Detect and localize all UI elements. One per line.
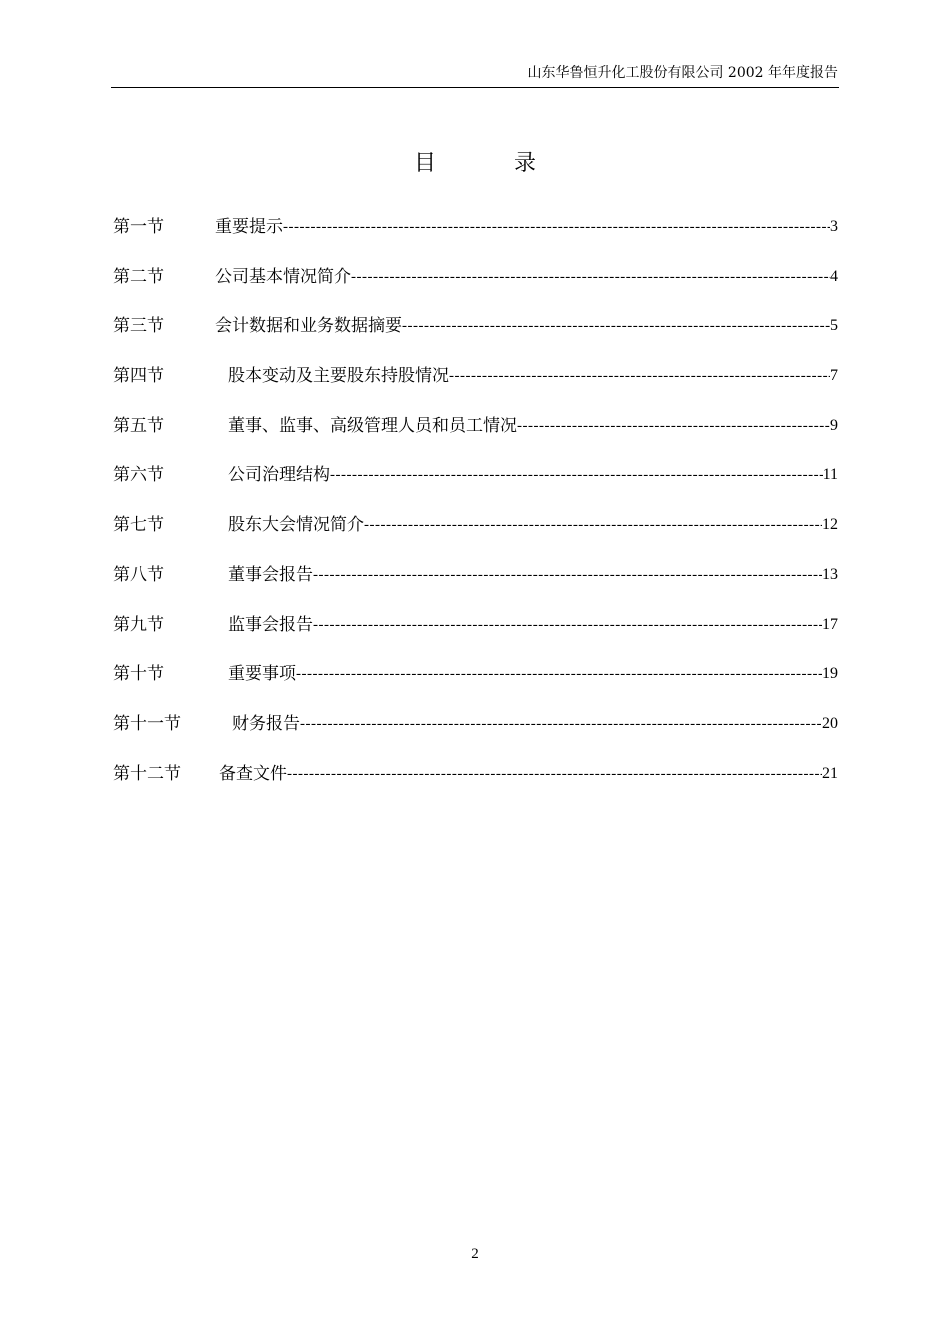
toc-entry-11[interactable] [113, 710, 838, 760]
toc-entry-6[interactable] [113, 461, 838, 511]
toc-entry-title: 股本变动及主要股东持股情况 [228, 366, 449, 387]
toc-dot-leader [296, 660, 822, 688]
toc-section-label: 第九节 [113, 614, 164, 635]
toc-entry-7[interactable] [113, 511, 838, 561]
toc-entry-1[interactable] [113, 213, 838, 263]
toc-page-number: 17 [822, 615, 838, 633]
toc-section-label: 第三节 [113, 316, 164, 337]
toc-entry-title: 股东大会情况简介 [228, 515, 364, 536]
toc-dot-leader [364, 511, 822, 539]
toc-section-label: 第一节 [113, 217, 164, 237]
toc-entry-title: 重要提示 [215, 217, 283, 237]
toc-entry-12[interactable] [113, 760, 838, 810]
toc-heading [0, 150, 950, 178]
toc-section-label: 第六节 [113, 465, 164, 486]
toc-entry-10[interactable] [113, 660, 838, 710]
toc-page-number: 13 [822, 565, 838, 583]
toc-heading-right-char: 录 [514, 151, 537, 176]
toc-entry-3[interactable] [113, 312, 838, 362]
toc-section-label: 第十节 [113, 664, 164, 685]
toc-section-label: 第二节 [113, 266, 164, 287]
toc-entry-title: 董事、监事、高级管理人员和员工情况 [228, 415, 517, 436]
toc-page-number: 9 [830, 416, 838, 434]
toc-page-number: 11 [822, 466, 838, 484]
toc-entry-9[interactable] [113, 611, 838, 661]
toc-dot-leader [351, 263, 830, 291]
toc-dot-leader [283, 213, 830, 241]
toc-entry-title: 重要事项 [228, 664, 296, 685]
toc-entry-4[interactable] [113, 362, 838, 412]
toc-dot-leader [313, 561, 822, 589]
toc-dot-leader [402, 312, 830, 340]
toc-page-number: 3 [830, 218, 838, 235]
toc-page-number: 20 [822, 714, 838, 732]
toc-dot-leader [313, 611, 822, 639]
toc-section-label: 第十二节 [113, 763, 181, 784]
toc-page-number: 7 [830, 367, 838, 385]
toc-page-number: 4 [830, 267, 838, 285]
toc-entry-title: 公司治理结构 [228, 465, 330, 486]
toc-dot-leader [517, 412, 830, 440]
toc-page-number: 21 [822, 764, 838, 782]
table-of-contents [113, 213, 838, 809]
toc-entry-title: 公司基本情况简介 [215, 266, 351, 287]
toc-page-number: 12 [822, 516, 838, 534]
toc-entry-5[interactable] [113, 412, 838, 462]
toc-dot-leader [287, 760, 822, 788]
toc-entry-title: 监事会报告 [228, 614, 313, 635]
toc-section-label: 第十一节 [113, 713, 181, 734]
toc-dot-leader [300, 710, 822, 738]
report-header-title: 山东华鲁恒升化工股份有限公司 2002 年年度报告 [527, 65, 838, 81]
toc-page-number: 19 [822, 665, 838, 683]
toc-section-label: 第八节 [113, 564, 164, 585]
toc-entry-8[interactable] [113, 561, 838, 611]
toc-dot-leader [330, 461, 823, 489]
toc-entry-title: 财务报告 [232, 713, 300, 734]
toc-entry-title: 会计数据和业务数据摘要 [215, 316, 402, 337]
toc-section-label: 第四节 [113, 366, 164, 387]
toc-section-label: 第五节 [113, 415, 164, 436]
header-divider [111, 87, 839, 88]
toc-page-number: 5 [830, 317, 838, 335]
toc-heading-left-char: 目 [413, 151, 436, 176]
toc-section-label: 第七节 [113, 515, 164, 536]
page-number-footer: 2 [471, 1246, 479, 1262]
toc-entry-title: 备查文件 [219, 763, 287, 784]
toc-entry-title: 董事会报告 [228, 564, 313, 585]
toc-dot-leader [449, 362, 830, 390]
toc-entry-2[interactable] [113, 263, 838, 313]
